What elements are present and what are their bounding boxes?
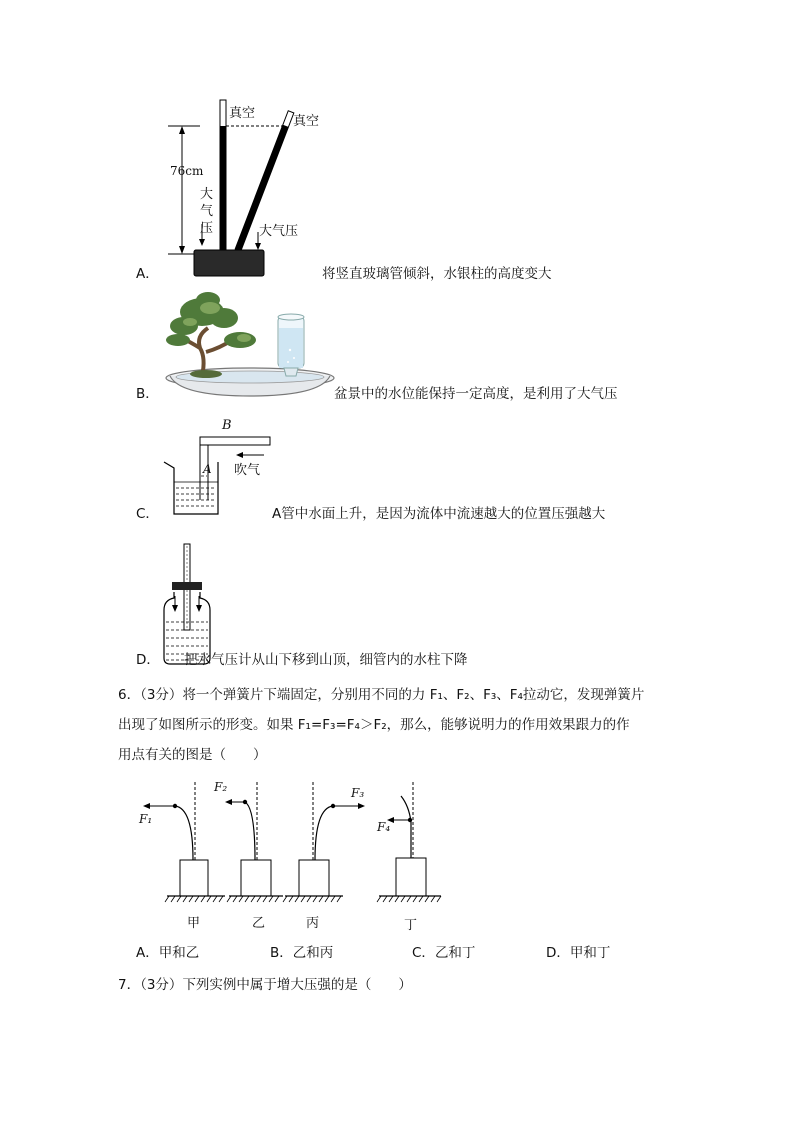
water-barometer-figure xyxy=(160,540,220,666)
atm-vertical-char-3: 压 xyxy=(200,221,214,236)
choice-a-letter: A． xyxy=(136,945,159,961)
question-6-line-1-text: 将一个弹簧片下端固定，分别用不同的力 F₁、F₂、F₃、F₄拉动它，发现弹簧片 xyxy=(182,687,645,703)
spring-figures xyxy=(135,778,455,908)
blow-label: 吹气 xyxy=(234,463,261,478)
force-f3-label: F₃ xyxy=(351,786,365,800)
option-a-letter: A． xyxy=(136,266,159,282)
choice-d-letter: D． xyxy=(546,945,570,961)
option-d-letter: D． xyxy=(136,652,160,668)
question-6-score: （3分） xyxy=(140,687,183,703)
force-f4-label: F₄ xyxy=(377,820,391,834)
choice-b-text: 乙和丙 xyxy=(292,945,334,961)
tube-b-label: B xyxy=(222,418,232,433)
question-6-number: 6． xyxy=(118,687,141,703)
figure-ding-label: 丁 xyxy=(404,918,418,933)
force-f2-label: F₂ xyxy=(214,780,228,794)
choice-d[interactable] xyxy=(546,947,610,961)
choice-c[interactable] xyxy=(412,947,475,961)
figure-jia-label: 甲 xyxy=(187,916,201,931)
question-6-line-1 xyxy=(118,680,688,710)
figure-ding-shapes xyxy=(377,782,441,902)
question-7 xyxy=(118,979,412,993)
height-76cm-label: 76cm xyxy=(170,164,204,178)
atm-vertical-char-2: 气 xyxy=(200,204,214,219)
option-b-letter: B． xyxy=(136,386,159,402)
option-d-text: 把水气压计从山下移到山顶，细管内的水柱下降 xyxy=(184,652,468,668)
figure-bing-label: 丙 xyxy=(306,916,320,931)
choice-a[interactable] xyxy=(136,947,199,961)
bonsai-figure xyxy=(160,288,340,403)
choice-d-text: 甲和丁 xyxy=(569,945,611,961)
option-c-text: A管中水面上升，是因为流体中流速越大的位置压强越大 xyxy=(272,506,606,522)
question-6 xyxy=(118,680,688,770)
choice-c-letter: C． xyxy=(412,945,435,961)
option-c-letter: C． xyxy=(136,506,159,522)
choice-a-text: 甲和乙 xyxy=(158,945,200,961)
vacuum-right-label: 真空 xyxy=(293,114,320,129)
question-7-number: 7． xyxy=(118,977,141,993)
question-6-line-2: 出现了如图所示的形变。如果 F₁=F₃=F₄＞F₂，那么，能够说明力的作用效果跟力的作 xyxy=(118,717,630,733)
question-7-score: （3分） xyxy=(140,977,183,993)
choice-b-letter: B． xyxy=(270,945,293,961)
atm-right-label: 大气压 xyxy=(259,224,299,239)
question-7-text: 下列实例中属于增大压强的是（ ） xyxy=(182,977,412,993)
vacuum-left-label: 真空 xyxy=(229,106,256,121)
question-6-choices xyxy=(136,947,656,963)
atm-vertical-char-1: 大 xyxy=(200,187,214,202)
force-f1-label: F₁ xyxy=(139,812,153,826)
option-b-text: 盆景中的水位能保持一定高度，是利用了大气压 xyxy=(334,386,618,402)
figure-bing-shapes xyxy=(283,782,365,902)
blow-tube-figure xyxy=(160,420,280,520)
figure-yi-shapes xyxy=(225,782,283,902)
tube-a-label: A xyxy=(203,462,212,476)
question-6-line-3: 用点有关的图是（ ） xyxy=(118,747,267,763)
torricelli-figure xyxy=(160,96,310,281)
option-a-text: 将竖直玻璃管倾斜，水银柱的高度变大 xyxy=(322,266,552,282)
figure-yi-label: 乙 xyxy=(252,916,266,931)
choice-b[interactable] xyxy=(270,947,333,961)
figure-jia-shapes xyxy=(143,780,228,902)
choice-c-text: 乙和丁 xyxy=(434,945,476,961)
